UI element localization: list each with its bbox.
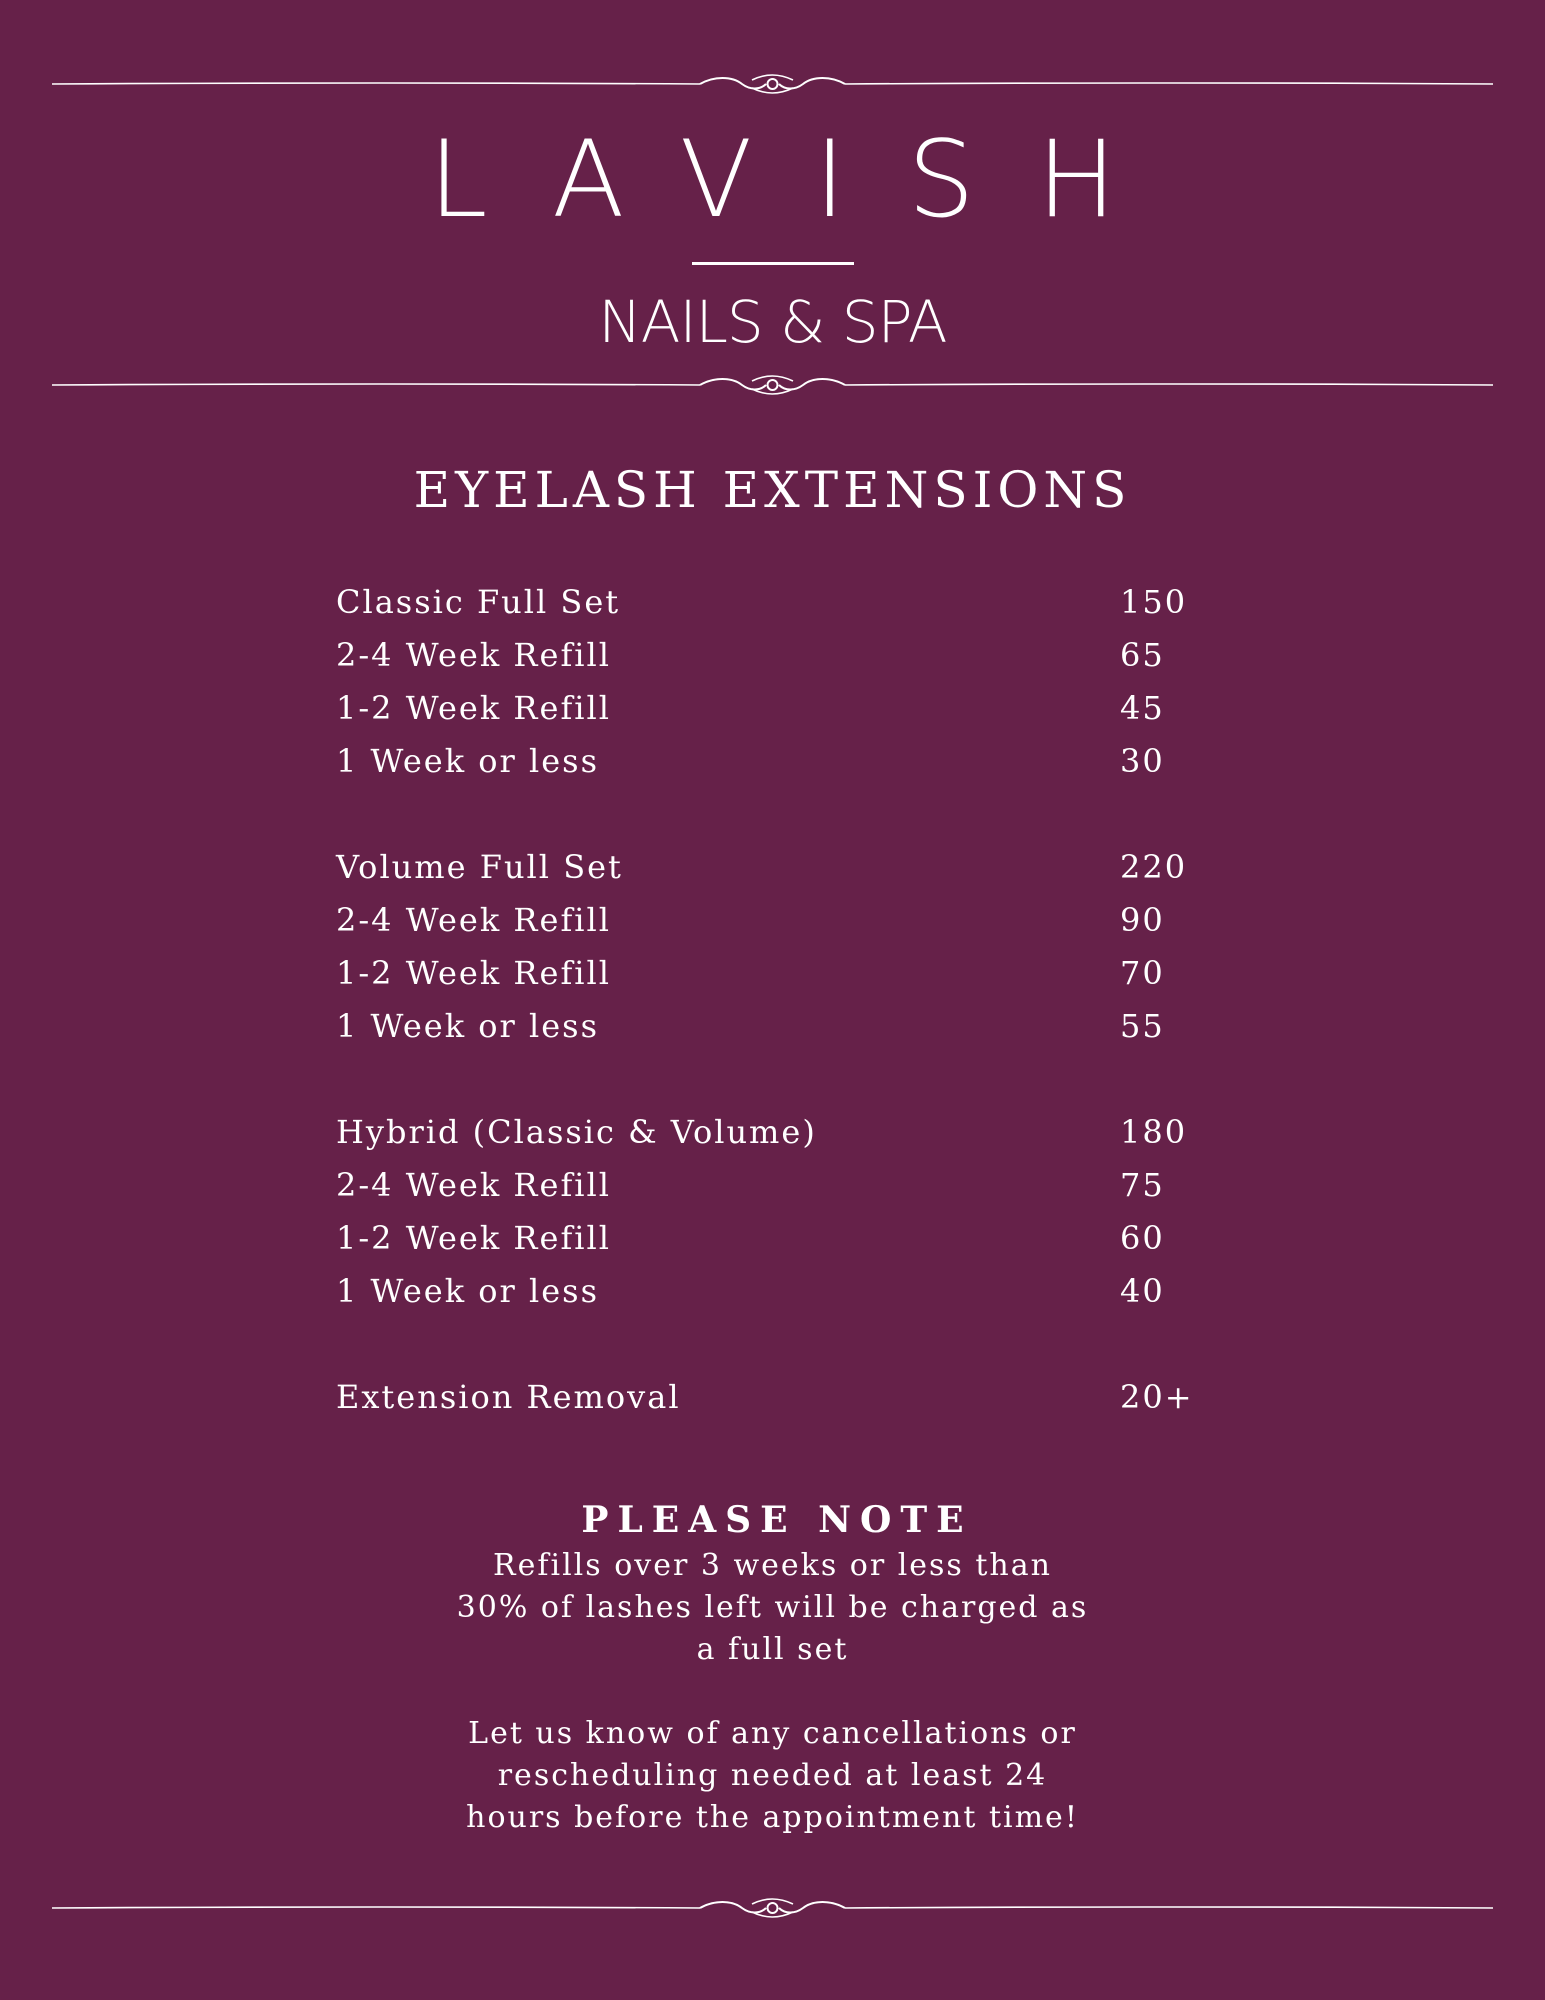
service-name: 1 Week or less <box>336 1272 599 1310</box>
header-ornamental-divider <box>52 373 1493 397</box>
price-row <box>336 682 1216 735</box>
service-price: 20+ <box>1120 1378 1194 1416</box>
brand-logo <box>0 120 1545 357</box>
top-ornamental-divider <box>52 72 1493 96</box>
price-group-volume <box>336 841 1216 1053</box>
service-price: 30 <box>1120 742 1165 780</box>
price-row <box>336 1371 1216 1424</box>
price-row <box>336 576 1216 629</box>
price-row <box>336 1106 1216 1159</box>
brand-name: LAVISH <box>428 118 1179 241</box>
service-price: 90 <box>1120 901 1165 939</box>
price-list <box>336 576 1216 1477</box>
service-name: Volume Full Set <box>336 848 623 886</box>
price-row <box>336 894 1216 947</box>
service-name: 1-2 Week Refill <box>336 954 611 992</box>
service-price: 70 <box>1120 954 1165 992</box>
service-name: 2-4 Week Refill <box>336 901 611 939</box>
service-price: 220 <box>1120 848 1188 886</box>
service-name: 1 Week or less <box>336 742 599 780</box>
service-price: 40 <box>1120 1272 1165 1310</box>
price-group-removal <box>336 1371 1216 1424</box>
please-note-section <box>0 1495 1545 1839</box>
service-name: Extension Removal <box>336 1378 681 1416</box>
note-refill-policy: Refills over 3 weeks or less than 30% of lashes left will be charged as a full set <box>456 1548 1089 1667</box>
bottom-ornamental-divider <box>52 1896 1493 1920</box>
service-name: 2-4 Week Refill <box>336 1166 611 1204</box>
service-name: 1 Week or less <box>336 1007 599 1045</box>
service-name: Hybrid (Classic & Volume) <box>336 1113 817 1151</box>
service-price: 180 <box>1120 1113 1188 1151</box>
service-price: 55 <box>1120 1007 1165 1045</box>
price-group-hybrid <box>336 1106 1216 1318</box>
logo-rule <box>692 262 854 265</box>
service-name: 1-2 Week Refill <box>336 1219 611 1257</box>
price-row <box>336 1159 1216 1212</box>
service-name: 1-2 Week Refill <box>336 689 611 727</box>
price-row <box>336 629 1216 682</box>
price-row <box>336 1000 1216 1053</box>
brand-subtitle: NAILS & SPA <box>598 288 947 356</box>
note-title: PLEASE NOTE <box>581 1499 973 1541</box>
section-title: EYELASH EXTENSIONS <box>413 461 1132 519</box>
service-name: 2-4 Week Refill <box>336 636 611 674</box>
service-price: 60 <box>1120 1219 1165 1257</box>
price-row <box>336 735 1216 788</box>
service-name: Classic Full Set <box>336 583 621 621</box>
price-group-classic <box>336 576 1216 788</box>
service-price: 150 <box>1120 583 1188 621</box>
note-cancellation-policy: Let us know of any cancellations or rescheduling needed at least 24 hours before the appointment time! <box>466 1716 1079 1835</box>
service-price: 65 <box>1120 636 1165 674</box>
price-row <box>336 841 1216 894</box>
service-price: 75 <box>1120 1166 1165 1204</box>
price-row <box>336 1265 1216 1318</box>
price-row <box>336 1212 1216 1265</box>
service-price: 45 <box>1120 689 1165 727</box>
price-row <box>336 947 1216 1000</box>
